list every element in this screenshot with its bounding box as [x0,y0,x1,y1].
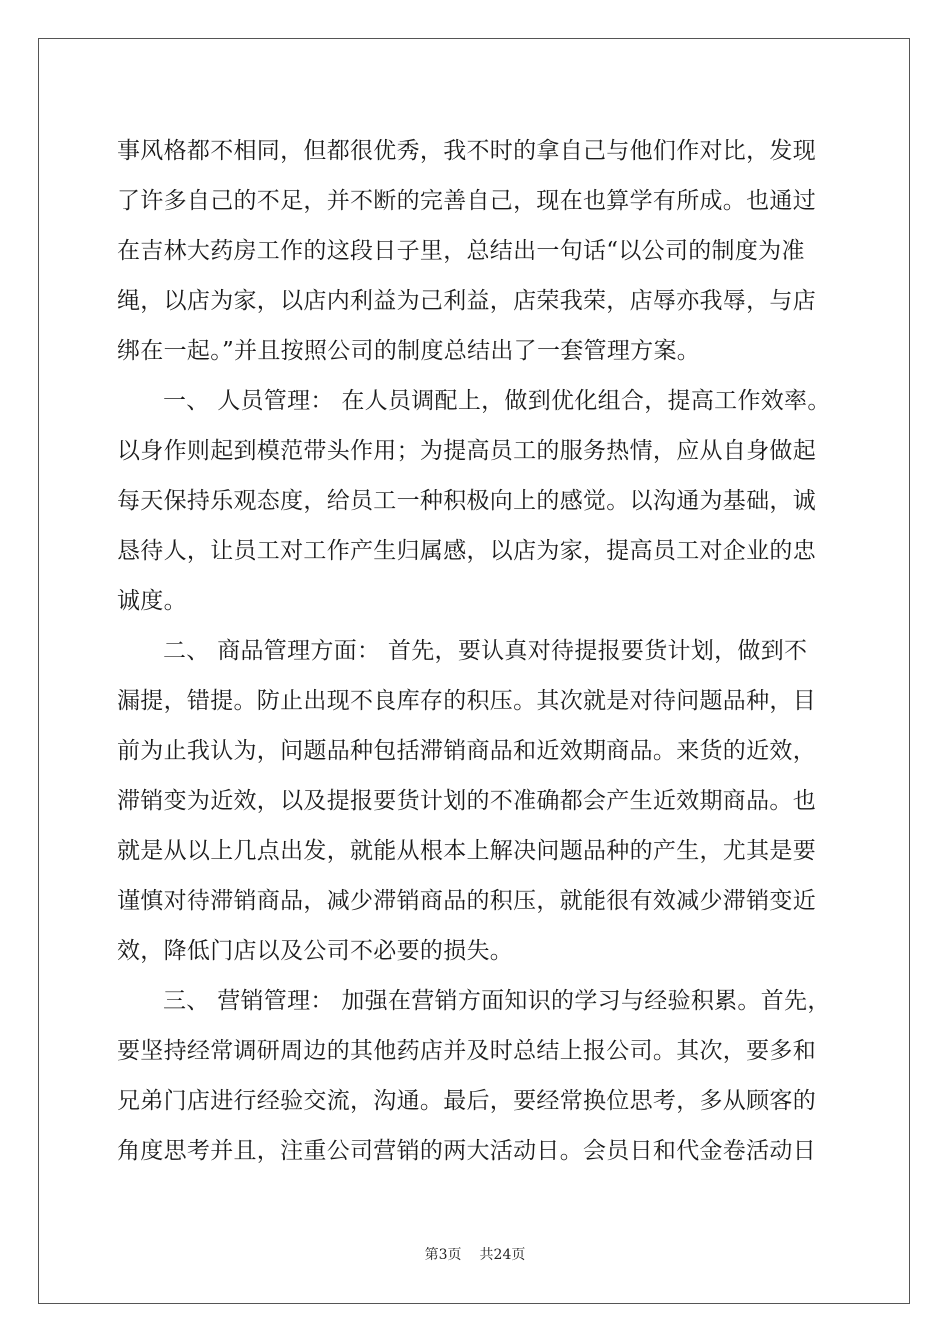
page-number: 第3页 [424,1247,462,1263]
text-line: 谨慎对待滞销商品，减少滞销商品的积压，就能很有效减少滞销变近 [117,888,816,914]
text-line: 诚度。 [117,588,187,614]
text-line: 兄弟门店进行经验交流，沟通。最后，要经常换位思考，多从顾客的 [117,1088,816,1114]
text-line: 效，降低门店以及公司不必要的损失。 [117,938,514,964]
text-line: 漏提，错提。防止出现不良库存的积压。其次就是对待问题品种，目 [117,688,816,714]
text-line: 在吉林大药房工作的这段日子里，总结出一句话“以公司的制度为准 [117,238,805,264]
section-heading-merchandise: 二、 商品管理方面： 首先，要认真对待提报要货计划，做到不 [163,638,808,664]
text-line: 就是从以上几点出发，就能从根本上解决问题品种的产生，尤其是要 [117,838,816,864]
page-footer [0,1244,950,1264]
document-body [117,126,837,1176]
text-line: 每天保持乐观态度，给员工一种积极向上的感觉。以沟通为基础，诚 [117,488,816,514]
text-line: 恳待人，让员工对工作产生归属感，以店为家，提高员工对企业的忠 [117,538,816,564]
section-heading-marketing: 三、 营销管理： 加强在营销方面知识的学习与经验积累。首先， [163,988,831,1014]
text-line: 绑在一起。”并且按照公司的制度总结出了一套管理方案。 [117,338,701,364]
text-line: 滞销变为近效，以及提报要货计划的不准确都会产生近效期商品。也 [117,788,816,814]
section-heading-personnel: 一、 人员管理： 在人员调配上，做到优化组合，提高工作效率。 [163,388,831,414]
text-line: 要坚持经常调研周边的其他药店并及时总结上报公司。其次，要多和 [117,1038,816,1064]
text-line: 了许多自己的不足，并不断的完善自己，现在也算学有所成。也通过 [117,188,816,214]
page-total: 共24页 [479,1247,526,1263]
text-line: 以身作则起到模范带头作用；为提高员工的服务热情，应从自身做起 [117,438,816,464]
text-line: 绳，以店为家，以店内利益为己利益，店荣我荣，店辱亦我辱，与店 [117,288,816,314]
text-line: 前为止我认为，问题品种包括滞销商品和近效期商品。来货的近效， [117,738,816,764]
text-line: 角度思考并且，注重公司营销的两大活动日。会员日和代金卷活动日 [117,1138,816,1164]
text-line: 事风格都不相同，但都很优秀，我不时的拿自己与他们作对比，发现 [117,138,816,164]
